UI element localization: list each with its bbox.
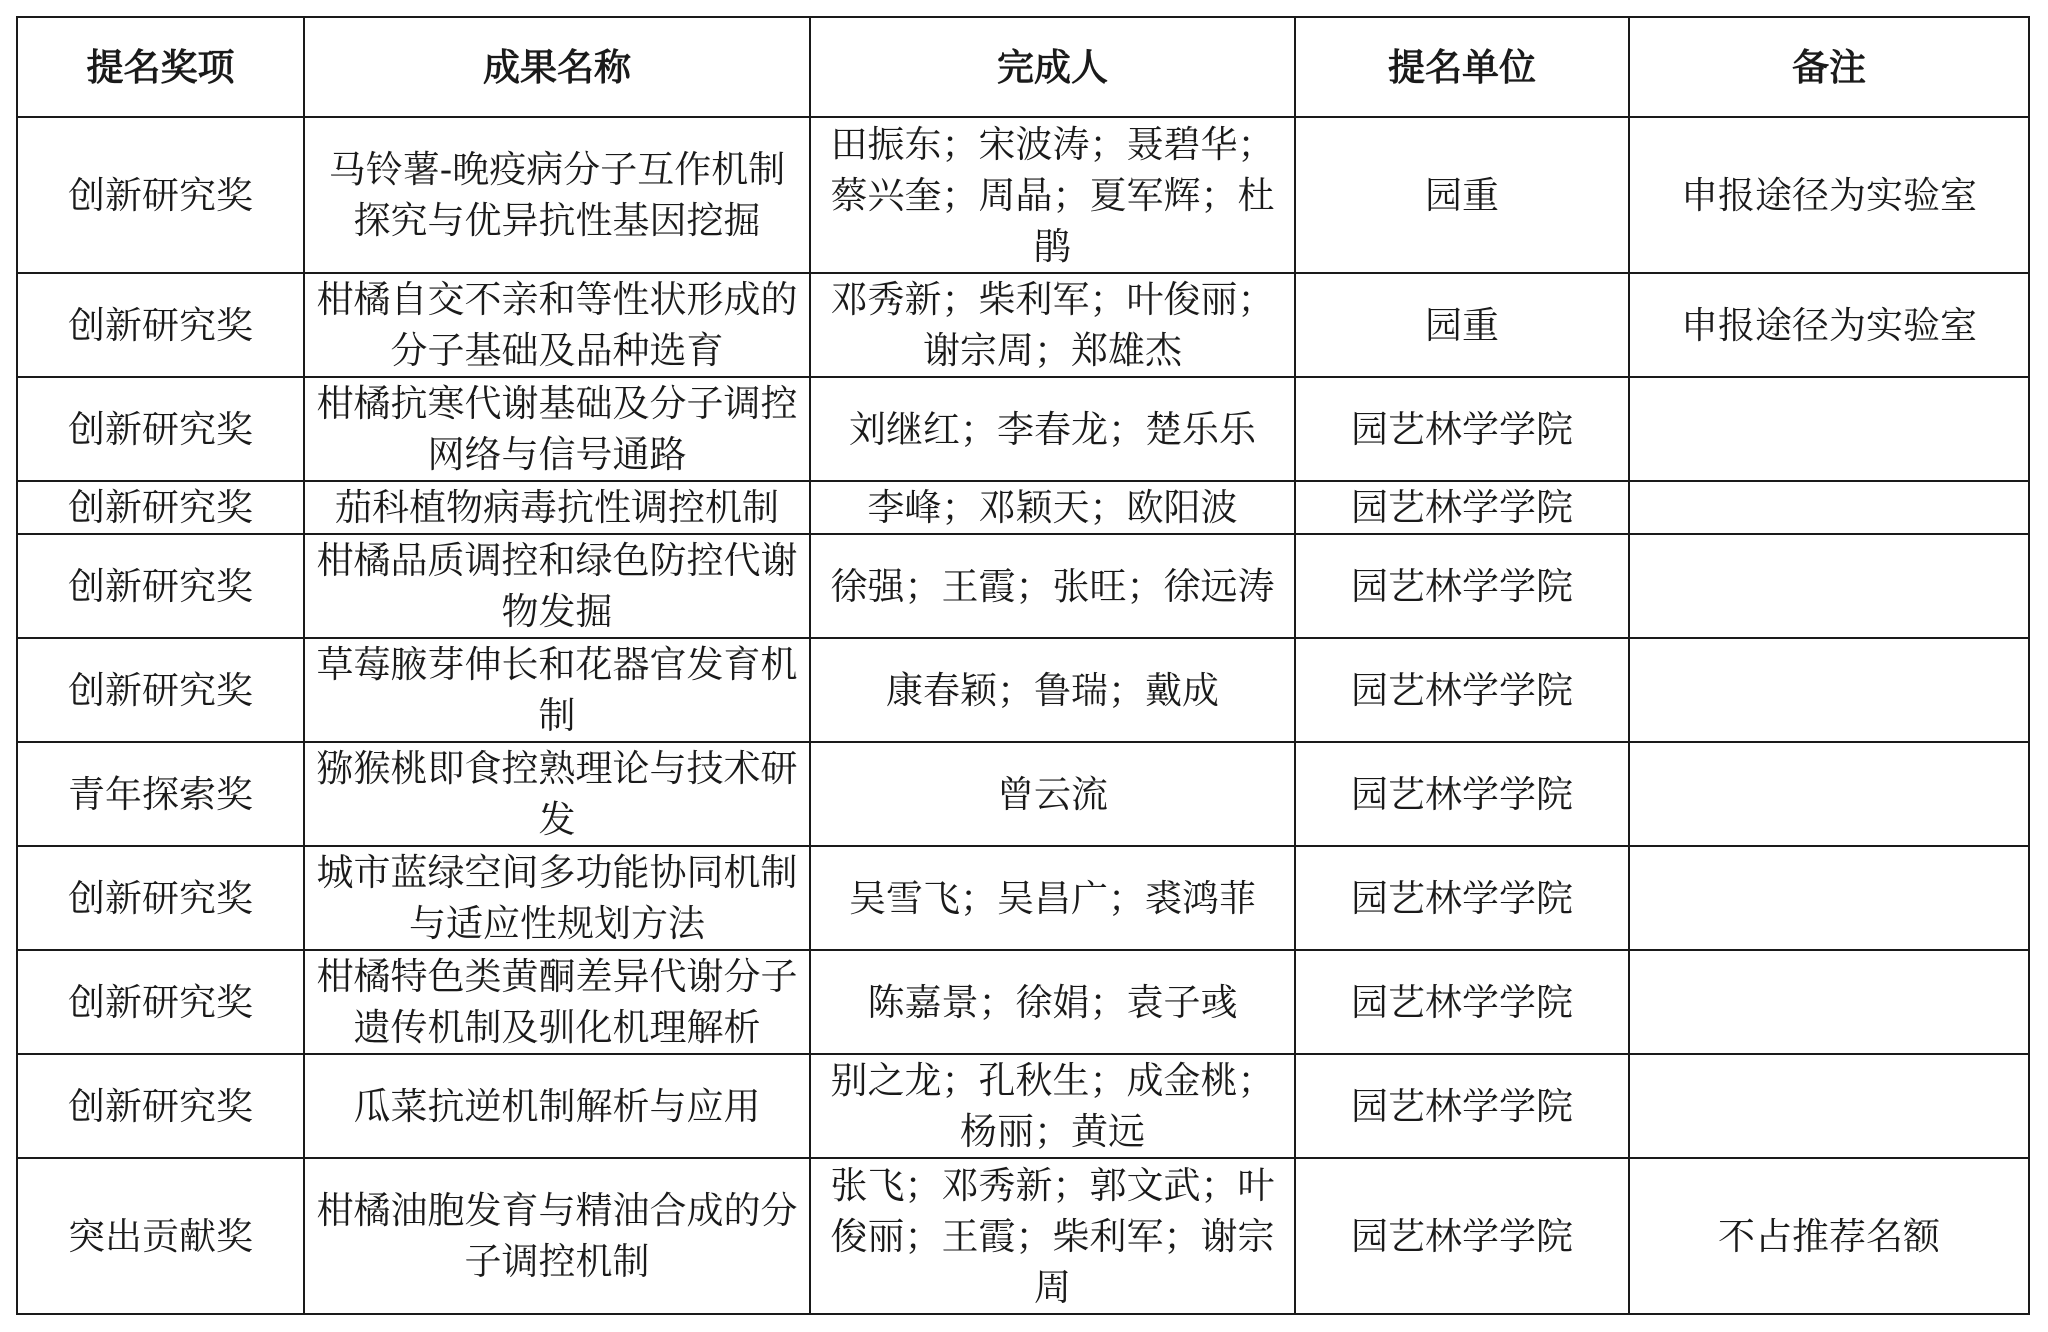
award-cell: 创新研究奖: [17, 1054, 304, 1158]
table-row: [17, 377, 2029, 481]
table-row: [17, 273, 2029, 377]
unit-cell: 园重: [1295, 117, 1629, 273]
remark-cell: 不占推荐名额: [1629, 1158, 2029, 1314]
table-row: [17, 1054, 2029, 1158]
people-cell: 康春颖；鲁瑞；戴成: [810, 638, 1295, 742]
table-row: [17, 742, 2029, 846]
award-cell: 青年探索奖: [17, 742, 304, 846]
unit-cell: 园艺林学学院: [1295, 377, 1629, 481]
header-people: 完成人: [810, 17, 1295, 117]
people-cell: 邓秀新；柴利军；叶俊丽；谢宗周；郑雄杰: [810, 273, 1295, 377]
people-cell: 田振东；宋波涛；聂碧华；蔡兴奎；周晶；夏军辉；杜鹃: [810, 117, 1295, 273]
people-cell: 刘继红；李春龙；楚乐乐: [810, 377, 1295, 481]
unit-cell: 园艺林学学院: [1295, 534, 1629, 638]
nomination-table: [16, 16, 2030, 1315]
title-cell: 柑橘特色类黄酮差异代谢分子遗传机制及驯化机理解析: [304, 950, 810, 1054]
unit-cell: 园艺林学学院: [1295, 638, 1629, 742]
remark-cell: [1629, 481, 2029, 534]
people-cell: 陈嘉景；徐娟；袁子彧: [810, 950, 1295, 1054]
unit-cell: 园艺林学学院: [1295, 1054, 1629, 1158]
table-row: [17, 846, 2029, 950]
header-row: [17, 17, 2029, 117]
title-cell: 茄科植物病毒抗性调控机制: [304, 481, 810, 534]
award-cell: 创新研究奖: [17, 377, 304, 481]
unit-cell: 园艺林学学院: [1295, 481, 1629, 534]
header-award: 提名奖项: [17, 17, 304, 117]
title-cell: 柑橘自交不亲和等性状形成的分子基础及品种选育: [304, 273, 810, 377]
unit-cell: 园艺林学学院: [1295, 846, 1629, 950]
table-row: [17, 117, 2029, 273]
award-cell: 创新研究奖: [17, 950, 304, 1054]
remark-cell: [1629, 950, 2029, 1054]
remark-cell: 申报途径为实验室: [1629, 273, 2029, 377]
remark-cell: [1629, 377, 2029, 481]
remark-cell: [1629, 1054, 2029, 1158]
remark-cell: 申报途径为实验室: [1629, 117, 2029, 273]
title-cell: 柑橘品质调控和绿色防控代谢物发掘: [304, 534, 810, 638]
people-cell: 别之龙；孔秋生；成金桃；杨丽；黄远: [810, 1054, 1295, 1158]
table-row: [17, 481, 2029, 534]
award-cell: 创新研究奖: [17, 846, 304, 950]
title-cell: 城市蓝绿空间多功能协同机制与适应性规划方法: [304, 846, 810, 950]
award-cell: 创新研究奖: [17, 638, 304, 742]
title-cell: 草莓腋芽伸长和花器官发育机制: [304, 638, 810, 742]
people-cell: 徐强；王霞；张旺；徐远涛: [810, 534, 1295, 638]
title-cell: 猕猴桃即食控熟理论与技术研发: [304, 742, 810, 846]
unit-cell: 园艺林学学院: [1295, 1158, 1629, 1314]
title-cell: 柑橘油胞发育与精油合成的分子调控机制: [304, 1158, 810, 1314]
remark-cell: [1629, 742, 2029, 846]
people-cell: 张飞；邓秀新；郭文武；叶俊丽；王霞；柴利军；谢宗周: [810, 1158, 1295, 1314]
people-cell: 吴雪飞；吴昌广；裘鸿菲: [810, 846, 1295, 950]
table-row: [17, 534, 2029, 638]
award-cell: 突出贡献奖: [17, 1158, 304, 1314]
award-cell: 创新研究奖: [17, 534, 304, 638]
header-title: 成果名称: [304, 17, 810, 117]
award-cell: 创新研究奖: [17, 481, 304, 534]
people-cell: 李峰；邓颖天；欧阳波: [810, 481, 1295, 534]
title-cell: 马铃薯-晚疫病分子互作机制探究与优异抗性基因挖掘: [304, 117, 810, 273]
award-cell: 创新研究奖: [17, 273, 304, 377]
unit-cell: 园艺林学学院: [1295, 950, 1629, 1054]
title-cell: 瓜菜抗逆机制解析与应用: [304, 1054, 810, 1158]
remark-cell: [1629, 534, 2029, 638]
unit-cell: 园重: [1295, 273, 1629, 377]
header-unit: 提名单位: [1295, 17, 1629, 117]
remark-cell: [1629, 846, 2029, 950]
people-cell: 曾云流: [810, 742, 1295, 846]
table-row: [17, 1158, 2029, 1314]
unit-cell: 园艺林学学院: [1295, 742, 1629, 846]
remark-cell: [1629, 638, 2029, 742]
title-cell: 柑橘抗寒代谢基础及分子调控网络与信号通路: [304, 377, 810, 481]
header-remark: 备注: [1629, 17, 2029, 117]
award-cell: 创新研究奖: [17, 117, 304, 273]
table-row: [17, 638, 2029, 742]
table-row: [17, 950, 2029, 1054]
